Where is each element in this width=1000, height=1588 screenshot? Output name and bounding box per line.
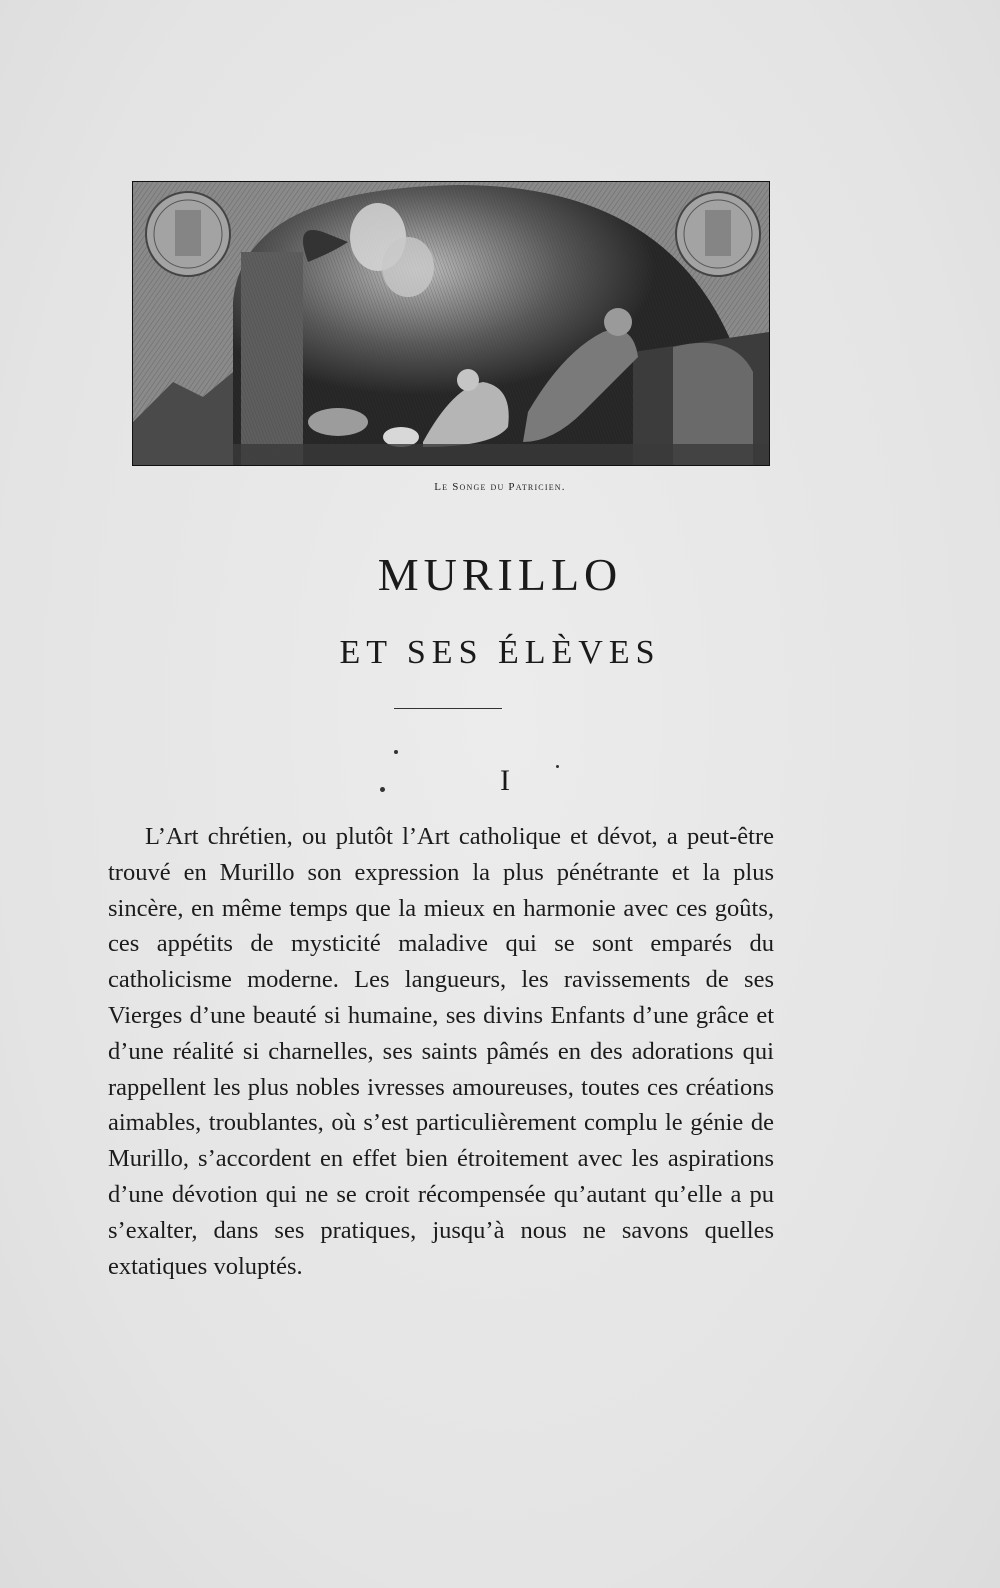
section-number: I: [500, 764, 510, 797]
print-speck: [394, 750, 398, 754]
illustration-caption: Le Songe du Patricien.: [434, 481, 566, 493]
engraving-illustration: [132, 181, 770, 466]
body-paragraph: L’Art chrétien, ou plutôt l’Art catholique et dévot, a peut-être trouvé en Murillo son expression la plus pénétrante et la plus sincère, en même temps que la mieux en harmonie avec ces goûts, ces appétits de mysticité maladive qui se sont emparés du catholicisme moderne. Les langueurs, les ravissements de ses Vierges d’une beauté si humaine, ses divins Enfants d’une grâce et d’une réalité si charnelles, ses saints pâmés en des adorations qui rappellent les plus nobles ivresses amoureuses, toutes ces créations aimables, troublantes, où s’est particulièrement complu le génie de Murillo, s’accordent en effet bien étroitement avec les aspirations d’une dévotion qui ne se croit récompensée qu’autant qu’elle a pu s’exalter, dans ses pratiques, jusqu’à nous ne savons quelles extatiques voluptés.: [108, 823, 774, 1280]
page-title: MURILLO: [377, 549, 623, 600]
engraving-artwork: [133, 182, 769, 465]
title-divider: [394, 708, 502, 709]
page-subtitle: ET SES ÉLÈVES: [339, 634, 661, 671]
